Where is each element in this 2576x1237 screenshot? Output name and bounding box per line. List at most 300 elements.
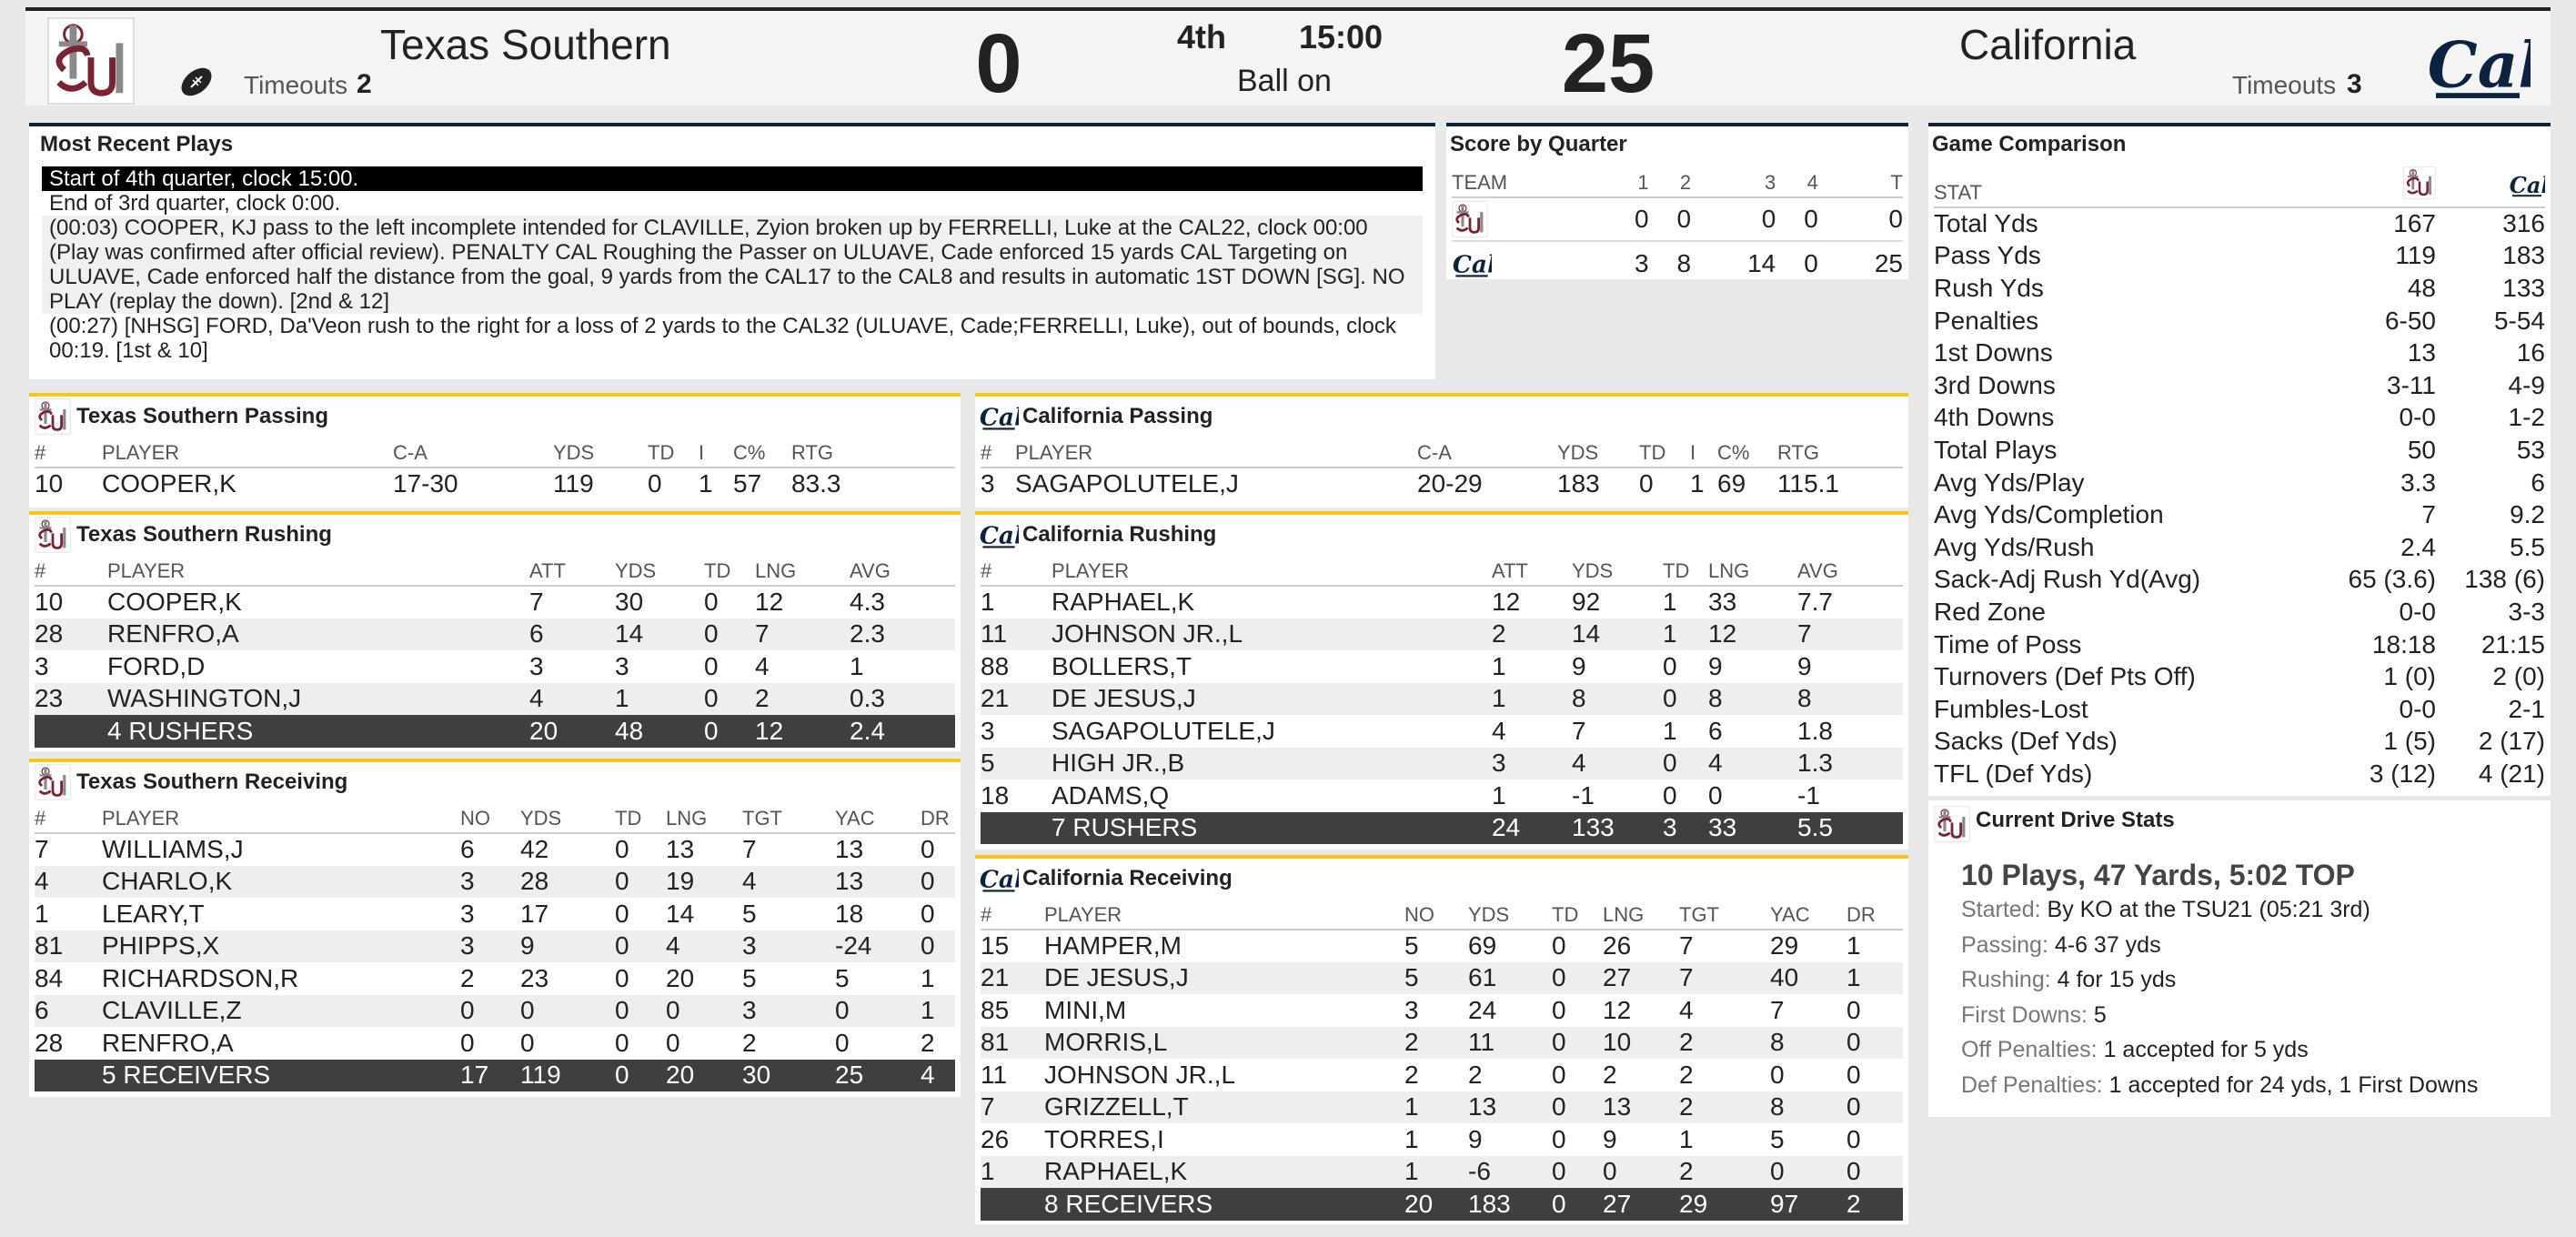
col-header: C-A <box>393 437 553 468</box>
stat-cell: 3 <box>529 651 544 680</box>
comparison-row <box>1934 337 2545 369</box>
stat-cell: 2 <box>1679 1156 1770 1189</box>
col-header: LNG <box>1603 899 1679 930</box>
away-score: 25 <box>1561 17 1655 110</box>
table-row <box>981 1027 1903 1060</box>
comparison-row <box>1934 272 2545 305</box>
stat-cell: 2 <box>755 683 850 716</box>
col-header: TD <box>704 555 755 586</box>
stat-cell: 69 <box>1468 931 1497 960</box>
stat-cell: 21 <box>981 962 1044 995</box>
drive-stat-value: 1 accepted for 24 yds, 1 First Downs <box>2108 1071 2479 1098</box>
comparison-row <box>1934 402 2545 435</box>
stat-value: 316 <box>2502 209 2545 238</box>
tsu-passing-title: Texas Southern Passing <box>76 404 328 428</box>
drive-stat-label: Def Penalties: <box>1961 1071 2103 1098</box>
player-name: DE JESUS,J <box>1052 683 1492 716</box>
col-header: NO <box>1404 899 1468 930</box>
quarter-score: 8 <box>1649 241 1692 285</box>
stat-value: 1 (5) <box>2383 727 2436 756</box>
stat-cell: 12 <box>1492 588 1521 617</box>
cal-logo-small <box>1452 247 1492 280</box>
drive-summary: 10 Plays, 47 Yards, 5:02 TOP <box>1961 859 2355 891</box>
table-row <box>35 995 955 1028</box>
quarter-score: 14 <box>1691 241 1776 285</box>
stat-cell: 12 <box>755 588 784 617</box>
stat-cell: 40 <box>1770 962 1846 995</box>
table-row <box>981 468 1903 500</box>
col-header: YDS <box>615 555 704 586</box>
stat-cell: -1 <box>1797 780 1820 810</box>
total-cell <box>981 812 1052 845</box>
table-row <box>981 650 1903 683</box>
stat-name: Fumbles-Lost <box>1934 694 2088 723</box>
play-item: (00:27) [NHSG] FORD, Da'Veon rush to the right for a loss of 2 yards to the CAL32 (ULUAVE, Cade;FERRELLI, Luke), out of bounds, clock 00:19. [1st & 10] <box>49 314 1396 363</box>
stat-cell: 5 <box>742 963 757 992</box>
stat-name: Time of Poss <box>1934 629 2082 659</box>
stat-cell: 1 <box>1404 1124 1419 1153</box>
stat-name: TFL (Def Yds) <box>1934 759 2093 788</box>
team-score-row <box>1452 197 1903 241</box>
game-comparison-panel <box>1928 123 2551 796</box>
col-header: TD <box>1663 555 1708 586</box>
stat-cell: 10 <box>35 469 64 498</box>
stat-name: Sacks (Def Yds) <box>1934 727 2118 756</box>
stat-cell: 3 <box>1492 748 1572 780</box>
stat-cell: 1 <box>1492 651 1506 680</box>
stat-value: 167 <box>2393 209 2436 238</box>
stat-cell: 0 <box>704 683 755 716</box>
stat-cell: 0 <box>615 930 666 963</box>
col-header: LNG <box>755 555 850 586</box>
total-cell: 3 <box>1663 812 1708 845</box>
stat-cell: 81 <box>981 1027 1044 1060</box>
player-name: MINI,M <box>1044 995 1127 1024</box>
stat-cell: 8 <box>1572 683 1663 716</box>
col-header: YDS <box>1468 899 1552 930</box>
stat-cell: 0 <box>1846 1124 1861 1153</box>
stat-value: 48 <box>2407 273 2436 302</box>
stat-name: 1st Downs <box>1934 338 2053 367</box>
stat-name: Sack-Adj Rush Yd(Avg) <box>1934 565 2201 594</box>
player-name: WASHINGTON,J <box>107 683 529 716</box>
game-comparison-table <box>1934 166 2545 790</box>
tsu-logo-small <box>1934 806 1970 842</box>
stat-cell: 69 <box>1717 469 1746 498</box>
total-score: 25 <box>1818 241 1903 285</box>
stat-cell: 30 <box>615 588 644 617</box>
stat-cell: 1 <box>1679 1124 1694 1153</box>
stat-value: 2-1 <box>2508 694 2545 723</box>
stat-cell: 1 <box>1404 1156 1468 1189</box>
table-row <box>981 1123 1903 1156</box>
totals-row <box>35 1060 955 1092</box>
stat-cell: 18 <box>835 899 864 928</box>
stat-cell: 0 <box>1846 1156 1903 1189</box>
stat-cell: 6 <box>35 995 102 1028</box>
stat-cell: 9 <box>520 930 615 963</box>
stat-value: 3 (12) <box>2369 759 2436 788</box>
stat-cell: 28 <box>35 618 107 651</box>
tsu-passing-panel <box>29 393 961 508</box>
stat-cell: 26 <box>1603 931 1632 960</box>
total-cell: 8 RECEIVERS <box>1044 1188 1404 1221</box>
tsu-passing-table <box>35 437 955 500</box>
stat-cell: 1 <box>35 899 49 928</box>
stat-cell: 21 <box>981 683 1052 716</box>
comparison-row <box>1934 629 2545 661</box>
col-header: TGT <box>1679 899 1770 930</box>
stat-cell: 3 <box>742 930 835 963</box>
cal-logo-small <box>2509 170 2545 199</box>
drive-stat-line <box>1961 1037 2478 1072</box>
drive-stat-label: Passing: <box>1961 931 2048 958</box>
tsu-rushing-table <box>35 555 955 748</box>
total-cell: 24 <box>1492 812 1572 845</box>
stat-cell: 5 <box>1404 962 1468 995</box>
stat-cell: 0 <box>1552 1060 1566 1089</box>
col-header: NO <box>460 802 520 833</box>
stat-cell: 0 <box>615 995 666 1028</box>
col-header: PLAYER <box>102 437 393 468</box>
total-cell: 29 <box>1679 1188 1770 1221</box>
stat-cell: 4.3 <box>850 588 885 617</box>
drive-stat-value: 4 for 15 yds <box>2057 967 2177 992</box>
stat-name: Turnovers (Def Pts Off) <box>1934 662 2196 691</box>
cal-passing-title: California Passing <box>1022 404 1213 428</box>
col-header: PLAYER <box>102 802 460 833</box>
stat-name: Penalties <box>1934 306 2039 335</box>
col-header: YAC <box>1770 899 1846 930</box>
stat-cell: 85 <box>981 995 1010 1024</box>
col-header: I <box>699 437 733 468</box>
stat-value: 4 (21) <box>2478 759 2545 788</box>
stat-value: 133 <box>2502 273 2545 302</box>
totals-row <box>35 715 955 748</box>
player-name: MORRIS,L <box>1044 1027 1404 1060</box>
player-name: RICHARDSON,R <box>102 963 299 992</box>
stat-value: 0-0 <box>2399 597 2436 626</box>
stat-cell: 0 <box>1552 962 1603 995</box>
stat-cell: 0 <box>1552 1156 1603 1189</box>
col-header: # <box>35 437 102 468</box>
stat-cell: 4 <box>666 930 742 963</box>
total-cell: 17 <box>460 1060 520 1092</box>
stat-cell: 3 <box>1404 995 1419 1024</box>
drive-stat-line <box>1961 1072 2478 1108</box>
stat-cell: 3 <box>981 716 995 745</box>
stat-name: Red Zone <box>1934 597 2046 626</box>
col-header: C% <box>733 437 791 468</box>
col-header: RTG <box>791 437 955 468</box>
col-header: # <box>981 899 1044 930</box>
total-cell: 0 <box>1552 1188 1603 1221</box>
home-timeouts-count: 2 <box>357 69 372 99</box>
stat-cell: 1 <box>981 588 995 617</box>
stat-value: 2.4 <box>2400 532 2436 561</box>
quarter: 4th <box>1177 18 1226 55</box>
stat-cell: 4 <box>1708 748 1797 780</box>
stat-cell: 24 <box>1468 995 1497 1024</box>
stat-cell: 1 <box>850 651 864 680</box>
drive-stat-line <box>1961 967 2478 1002</box>
col-header: # <box>981 555 1052 586</box>
stat-cell: 0 <box>1846 1091 1903 1124</box>
stat-cell: 7 <box>529 588 544 617</box>
table-row <box>35 468 955 500</box>
stat-cell: 10 <box>1603 1027 1679 1060</box>
player-name: RAPHAEL,K <box>1044 1156 1404 1189</box>
stat-cell: 23 <box>520 963 549 992</box>
col-header: C-A <box>1417 437 1557 468</box>
col-header: YAC <box>835 802 921 833</box>
stat-cell: 7 <box>1679 962 1770 995</box>
col-header: ATT <box>1492 555 1572 586</box>
stat-cell: 0 <box>1552 1091 1603 1124</box>
total-cell: 20 <box>529 715 615 748</box>
player-name: RENFRO,A <box>107 618 529 651</box>
player-name: RAPHAEL,K <box>1052 588 1195 617</box>
stat-cell: 6 <box>1708 716 1723 745</box>
stat-cell: 4 <box>529 683 615 716</box>
cal-passing-panel <box>975 393 1908 508</box>
stat-value: 6 <box>2531 468 2545 497</box>
tsu-rushing-panel <box>29 511 961 751</box>
col-header: YDS <box>553 437 648 468</box>
stat-cell: 19 <box>666 866 742 899</box>
tsu-logo-small <box>35 764 71 800</box>
total-score: 0 <box>1888 205 1903 233</box>
table-row <box>35 930 955 963</box>
total-cell: 5.5 <box>1797 812 1903 845</box>
stat-cell: 4 <box>1679 995 1694 1024</box>
table-row <box>35 586 955 618</box>
stat-cell: -1 <box>1572 780 1595 810</box>
col-header: TEAM <box>1452 166 1606 197</box>
stat-cell: 1.3 <box>1797 748 1903 780</box>
player-name: FORD,D <box>107 651 206 680</box>
stat-cell: 0 <box>648 469 662 498</box>
player-name: SAGAPOLUTELE,J <box>1015 469 1239 498</box>
stat-value: 0-0 <box>2399 694 2436 723</box>
stat-cell: 0 <box>1663 683 1708 716</box>
total-cell: 2.4 <box>850 715 955 748</box>
cal-rushing-panel <box>975 511 1908 850</box>
col-header: AVG <box>850 555 955 586</box>
stat-cell: 0 <box>1708 780 1723 810</box>
stat-cell: 8 <box>1708 683 1797 716</box>
stat-cell: 0 <box>615 866 666 899</box>
stat-cell: 8 <box>1797 683 1903 716</box>
stat-cell: 0 <box>666 1028 680 1057</box>
stat-cell: 13 <box>835 866 921 899</box>
table-row <box>981 683 1903 716</box>
stat-cell: 4 <box>1572 748 1663 780</box>
stat-cell: 119 <box>553 469 594 498</box>
stat-cell: 0 <box>835 995 921 1028</box>
total-cell: 133 <box>1572 812 1663 845</box>
stat-value: 7 <box>2421 500 2436 529</box>
stat-cell: 0 <box>704 588 719 617</box>
player-name: PHIPPS,X <box>102 930 460 963</box>
tsu-receiving-panel <box>29 759 961 1097</box>
total-cell: 20 <box>1404 1188 1468 1221</box>
col-header: YDS <box>520 802 615 833</box>
col-header: DR <box>921 802 955 833</box>
table-row <box>35 650 955 683</box>
stat-cell: 0 <box>704 651 719 680</box>
stat-cell: 0 <box>1603 1156 1679 1189</box>
stat-cell: 0 <box>1770 1156 1846 1189</box>
stat-cell: 2 <box>921 1028 935 1057</box>
stat-cell: 11 <box>981 618 1052 651</box>
col-header: PLAYER <box>1052 555 1492 586</box>
stat-cell: 0.3 <box>850 683 955 716</box>
stat-cell: 1 <box>921 963 935 992</box>
stat-name: Total Yds <box>1934 209 2038 238</box>
total-cell: 97 <box>1770 1188 1846 1221</box>
stat-cell: 0 <box>460 1028 475 1057</box>
stat-cell: 13 <box>666 835 695 864</box>
stat-cell: 5 <box>742 899 757 928</box>
cal-passing-table <box>981 437 1903 500</box>
table-row <box>981 1156 1903 1189</box>
stat-name: Avg Yds/Rush <box>1934 532 2095 561</box>
stat-value: 3-3 <box>2508 597 2545 626</box>
stat-value: 0-0 <box>2399 403 2436 432</box>
quarter-score: 0 <box>1761 205 1776 233</box>
stat-cell: 13 <box>835 835 864 864</box>
stat-cell: 0 <box>1552 1124 1566 1153</box>
away-timeouts-count: 3 <box>2347 69 2362 99</box>
stat-cell: 2 <box>1679 1027 1770 1060</box>
stat-cell: 11 <box>1468 1027 1552 1060</box>
comparison-row <box>1934 467 2545 499</box>
stat-value: 21:15 <box>2480 629 2545 659</box>
col-header: T <box>1818 166 1903 197</box>
stat-cell: 3 <box>460 930 520 963</box>
stat-cell: 115.1 <box>1777 469 1839 498</box>
drive-stat-line <box>1961 1002 2478 1038</box>
player-name: SAGAPOLUTELE,J <box>1052 716 1275 745</box>
stat-name: Pass Yds <box>1934 241 2041 270</box>
stat-cell: 20-29 <box>1417 469 1483 498</box>
stat-value: 3.3 <box>2400 468 2436 497</box>
table-row <box>981 779 1903 812</box>
drive-stat-value: 5 <box>2093 1001 2107 1028</box>
col-header: TD <box>648 437 699 468</box>
stat-cell: 14 <box>615 618 704 651</box>
home-timeouts-label: Timeouts <box>244 71 348 99</box>
score-by-quarter-table <box>1452 166 1903 285</box>
stat-cell: 17-30 <box>393 469 458 498</box>
table-row <box>981 715 1903 748</box>
comparison-row <box>1934 758 2545 790</box>
stat-value: 1 (0) <box>2383 662 2436 691</box>
stat-cell: 14 <box>666 899 695 928</box>
stat-cell: 7 <box>1770 995 1785 1024</box>
stat-cell: 1 <box>1663 716 1677 745</box>
stat-cell: 4 <box>35 866 102 899</box>
drive-stat-line <box>1961 932 2478 968</box>
player-name: COOPER,K <box>102 469 236 498</box>
stat-cell: 0 <box>520 995 615 1028</box>
stat-name: Total Plays <box>1934 435 2058 464</box>
stat-cell: 1 <box>1492 683 1572 716</box>
stat-cell: 17 <box>520 899 549 928</box>
table-row <box>35 1027 955 1060</box>
stat-value: 5.5 <box>2510 532 2545 561</box>
stat-cell: 0 <box>1639 469 1654 498</box>
player-name: TORRES,I <box>1044 1124 1164 1153</box>
comparison-row <box>1934 369 2545 402</box>
col-header: YDS <box>1557 437 1639 468</box>
stat-cell: 2 <box>1492 618 1572 651</box>
play-item: End of 3rd quarter, clock 0:00. <box>49 191 341 216</box>
stat-cell: 0 <box>704 618 755 651</box>
scoreboard <box>25 7 2551 110</box>
stat-value: 138 (6) <box>2464 565 2545 594</box>
stat-cell: 1 <box>921 995 955 1028</box>
recent-plays-panel <box>29 123 1435 379</box>
drive-stats-title: Current Drive Stats <box>1976 808 2175 832</box>
stat-cell: 0 <box>1552 995 1566 1024</box>
col-header: 2 <box>1649 166 1692 197</box>
table-row <box>981 994 1903 1027</box>
table-row <box>35 683 955 716</box>
table-row <box>981 618 1903 651</box>
stat-cell: 28 <box>35 1028 64 1057</box>
stat-cell: 13 <box>1603 1091 1679 1124</box>
total-cell: 30 <box>742 1060 835 1092</box>
stat-cell: 3 <box>460 899 475 928</box>
col-header: I <box>1690 437 1717 468</box>
totals-row <box>981 812 1903 845</box>
stat-cell: 1 <box>1846 931 1861 960</box>
player-name: BOLLERS,T <box>1052 651 1192 680</box>
col-header: AVG <box>1797 555 1903 586</box>
player-name: HIGH JR.,B <box>1052 748 1492 780</box>
stat-cell: 88 <box>981 651 1010 680</box>
player-name: CHARLO,K <box>102 866 460 899</box>
col-header: 1 <box>1606 166 1649 197</box>
total-cell: 20 <box>666 1060 742 1092</box>
total-cell: 33 <box>1708 812 1797 845</box>
player-name: COOPER,K <box>107 588 242 617</box>
stat-cell: 3 <box>981 469 995 498</box>
drive-stats-panel <box>1928 800 2551 1117</box>
total-cell: 4 <box>921 1060 955 1092</box>
drive-stat-label: Started: <box>1961 897 2041 922</box>
stat-cell: 0 <box>615 963 629 992</box>
stat-cell: 0 <box>666 995 742 1028</box>
table-row <box>35 866 955 899</box>
comparison-row <box>1934 726 2545 759</box>
stat-cell: 27 <box>1603 962 1679 995</box>
table-row <box>981 930 1903 962</box>
total-cell: 25 <box>835 1060 921 1092</box>
stat-name: Avg Yds/Completion <box>1934 500 2164 529</box>
player-name: GRIZZELL,T <box>1044 1091 1404 1124</box>
stat-cell: 2 <box>1404 1060 1419 1089</box>
stat-cell: 12 <box>1708 618 1797 651</box>
col-header: LNG <box>1708 555 1797 586</box>
stat-value: 16 <box>2516 338 2545 367</box>
drive-stat-value: 1 accepted for 5 yds <box>2103 1037 2309 1062</box>
tsu-receiving-table <box>35 802 955 1091</box>
stat-cell: 5 <box>1404 931 1419 960</box>
tsu-logo-small <box>1452 201 1488 237</box>
